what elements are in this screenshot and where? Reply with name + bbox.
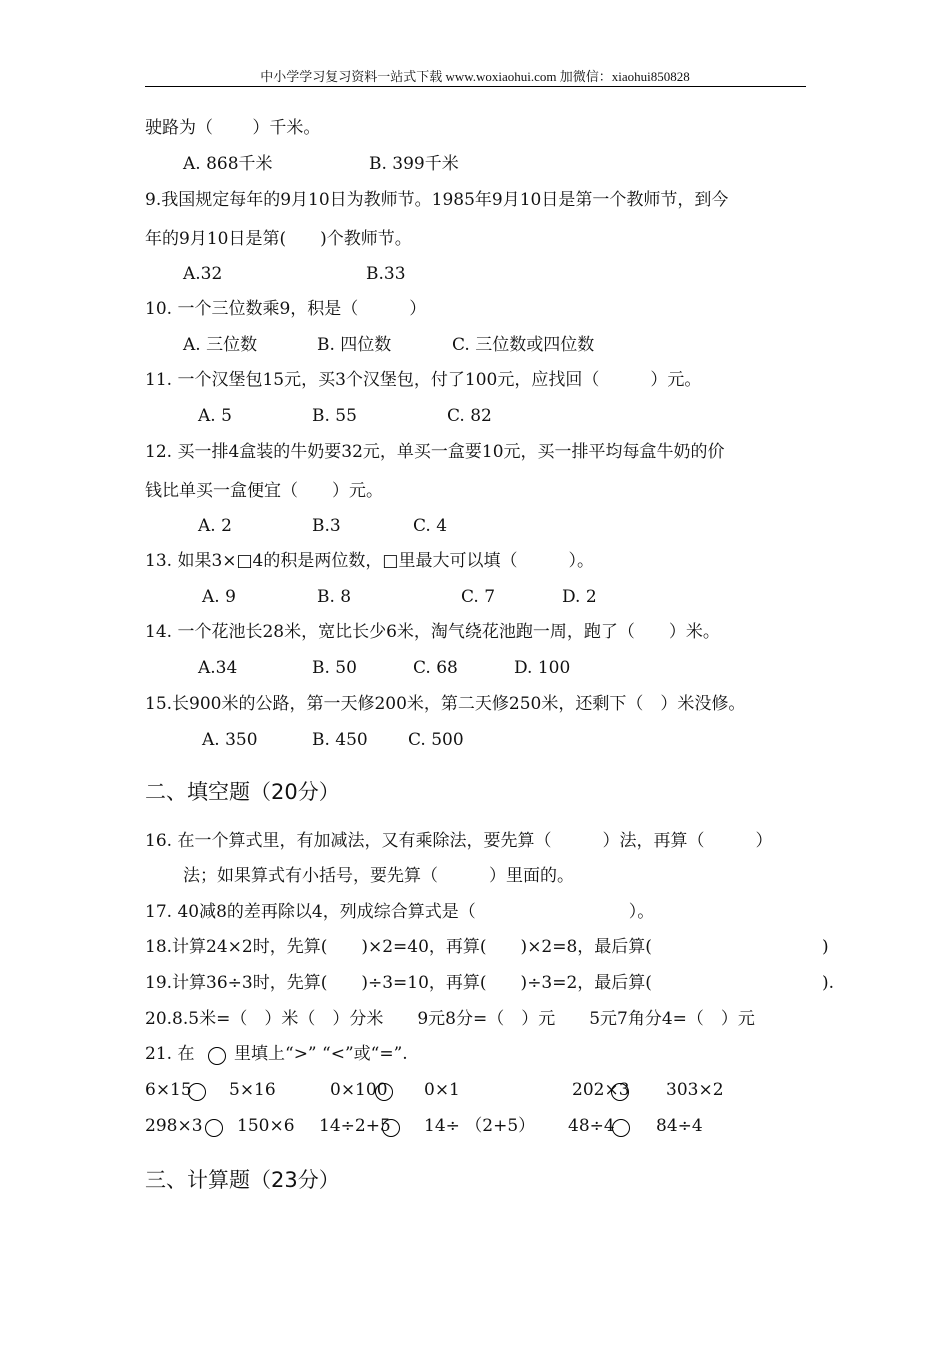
compare-circle-2[interactable] (375, 1083, 393, 1101)
q15-option-b: B. 450 (312, 730, 368, 750)
compare-2-right: 0×1 (424, 1080, 460, 1100)
q16-line-2: 法；如果算式有小括号，要先算（ ）里面的。 (183, 866, 574, 886)
compare-1-left: 6×15 (145, 1080, 192, 1100)
compare-4-left: 298×3 (145, 1116, 203, 1136)
q10-option-c: C. 三位数或四位数 (452, 335, 595, 355)
compare-circle-1[interactable] (188, 1083, 206, 1101)
q8-option-a: A. 868千米 (183, 154, 273, 174)
q12-line-1: 12. 买一排4盒装的牛奶要32元，单买一盒要10元，买一排平均每盒牛奶的价 (145, 442, 725, 462)
q11-option-b: B. 55 (312, 406, 357, 426)
q13-option-b: B. 8 (317, 587, 352, 607)
header-rule (145, 86, 806, 87)
q9-line-2: 年的9月10日是第( )个教师节。 (145, 229, 412, 249)
q12-option-b: B.3 (312, 516, 341, 536)
compare-circle-example (208, 1047, 226, 1065)
q11: 11. 一个汉堡包15元，买3个汉堡包，付了100元，应找回（ ）元。 (145, 370, 702, 390)
compare-3-right: 303×2 (666, 1080, 724, 1100)
q17: 17. 40减8的差再除以4，列成综合算式是（ ）。 (145, 902, 655, 922)
q20: 20.8.5米=（ ）米（ ）分米 9元8分=（ ）元 5元7角分4=（ ）元 (145, 1009, 755, 1029)
page-header: 中小学学习复习资料一站式下载 www.woxiaohui.com 加微信：xiaohui850828 (260, 69, 690, 84)
q14-option-d: D. 100 (514, 658, 571, 678)
section-2-title: 二、填空题（20分） (145, 780, 340, 804)
q8-option-b: B. 399千米 (369, 154, 459, 174)
q14-option-b: B. 50 (312, 658, 357, 678)
q21-prefix: 21. 在 (145, 1044, 195, 1064)
q10-option-b: B. 四位数 (317, 335, 392, 355)
q11-option-a: A. 5 (198, 406, 232, 426)
compare-2-left: 0×100 (330, 1080, 388, 1100)
q15-option-a: A. 350 (202, 730, 258, 750)
q13-option-a: A. 9 (202, 587, 236, 607)
q14-option-a: A.34 (198, 658, 238, 678)
compare-circle-3[interactable] (611, 1083, 629, 1101)
q14-option-c: C. 68 (413, 658, 458, 678)
compare-3-left: 202×3 (572, 1080, 630, 1100)
compare-circle-5[interactable] (382, 1119, 400, 1137)
q10: 10. 一个三位数乘9，积是（ ） (145, 299, 427, 319)
q9-option-b: B.33 (366, 264, 406, 284)
q13: 13. 如果3×□4的积是两位数，□里最大可以填（ ）。 (145, 551, 594, 571)
q18: 18.计算24×2时，先算( )×2=40，再算( )×2=8，最后算( ) (145, 937, 829, 957)
q14: 14. 一个花池长28米，宽比长少6米，淘气绕花池跑一周，跑了（ ）米。 (145, 622, 720, 642)
compare-1-right: 5×16 (229, 1080, 276, 1100)
q19: 19.计算36÷3时，先算( )÷3=10，再算( )÷3=2，最后算( ). (145, 973, 834, 993)
compare-circle-6[interactable] (612, 1119, 630, 1137)
q9-option-a: A.32 (183, 264, 223, 284)
q12-line-2: 钱比单买一盒便宜（ ）元。 (145, 481, 383, 501)
q13-option-c: C. 7 (461, 587, 496, 607)
q13-option-d: D. 2 (562, 587, 597, 607)
q21-instruction: 里填上“>” “<”或“=”. (234, 1044, 408, 1064)
q12-option-a: A. 2 (198, 516, 232, 536)
q10-option-a: A. 三位数 (183, 335, 258, 355)
section-3-title: 三、计算题（23分） (145, 1168, 340, 1192)
q8-continuation: 驶路为（ ）千米。 (145, 118, 321, 138)
compare-6-left: 48÷4 (568, 1116, 615, 1136)
compare-6-right: 84÷4 (656, 1116, 703, 1136)
q9-line-1: 9.我国规定每年的9月10日为教师节。1985年9月10日是第一个教师节，到今 (145, 190, 729, 210)
compare-5-right: 14÷ （2+5） (424, 1116, 536, 1136)
q12-option-c: C. 4 (413, 516, 448, 536)
compare-circle-4[interactable] (205, 1119, 223, 1137)
compare-5-left: 14÷2+5 (319, 1116, 391, 1136)
q11-option-c: C. 82 (447, 406, 492, 426)
compare-4-right: 150×6 (237, 1116, 295, 1136)
q15-option-c: C. 500 (408, 730, 464, 750)
q16-line-1: 16. 在一个算式里，有加减法，又有乘除法，要先算（ ）法，再算（ ） (145, 831, 773, 851)
q15: 15.长900米的公路，第一天修200米，第二天修250米，还剩下（ ）米没修。 (145, 694, 746, 714)
